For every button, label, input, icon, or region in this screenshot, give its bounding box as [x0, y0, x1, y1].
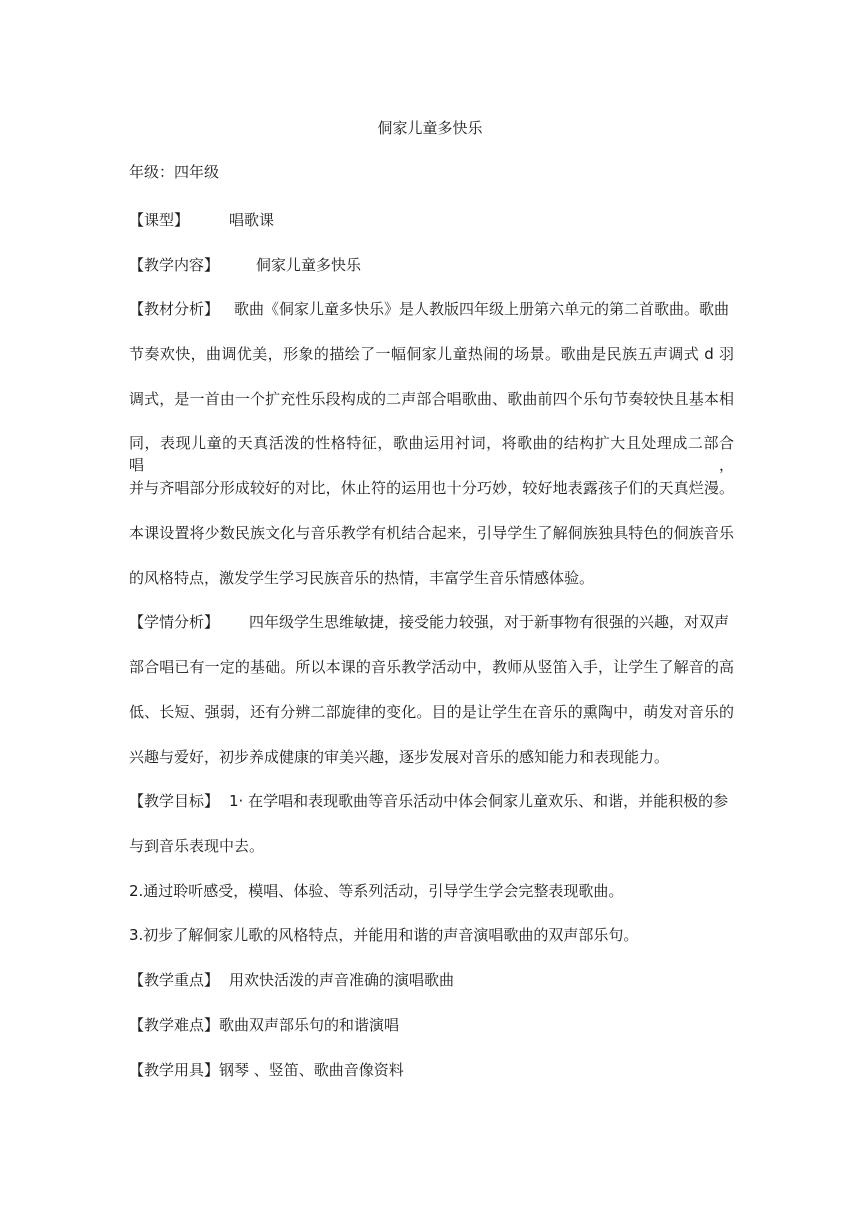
key-points-value: 用欢快活泼的声音准确的演唱歌曲 — [229, 971, 455, 989]
objectives-text: 1· 在学唱和表现歌曲等音乐活动中体会侗家儿童欢乐、和谐，并能积极的参 — [229, 792, 729, 810]
student-analysis-line-4: 兴趣与爱好，初步养成健康的审美兴趣，逐步发展对音乐的感知能力和表现能力。 — [129, 748, 670, 766]
material-analysis-line-4: 同，表现儿童的天真活泼的性格特征，歌曲运用衬词，将歌曲的结构扩大且处理成二部合唱， — [129, 434, 734, 474]
course-type-line — [129, 209, 734, 231]
course-type-label: 【课型】 — [129, 211, 190, 229]
difficulties-value: 歌曲双声部乐句的和谐演唱 — [219, 1016, 400, 1034]
material-analysis-line-7: 的风格特点，激发学生学习民族音乐的热情，丰富学生音乐情感体验。 — [129, 569, 595, 587]
tools-line — [129, 1059, 734, 1081]
student-analysis-line-1 — [129, 611, 734, 633]
material-analysis-line-6: 本课设置将少数民族文化与音乐教学有机结合起来，引导学生了解侗族独具特色的侗族音乐 — [129, 524, 734, 542]
key-points-line — [129, 969, 734, 991]
course-type-value: 唱歌课 — [229, 211, 275, 229]
student-analysis-text: 四年级学生思维敏捷，接受能力较强，对于新事物有很强的兴趣，对双声 — [249, 613, 730, 631]
difficulties-line — [129, 1014, 734, 1036]
material-analysis-line-1 — [129, 298, 734, 320]
objectives-label: 【教学目标】 — [129, 792, 220, 810]
objectives-line-2: 与到音乐表现中去。 — [129, 837, 265, 855]
material-analysis-line-3: 调式，是一首由一个扩充性乐段构成的二声部合唱歌曲、歌曲前四个乐句节奏较快且基本相 — [129, 390, 734, 408]
material-analysis-text: 歌曲《侗家儿童多快乐》是人教版四年级上册第六单元的第二首歌曲。歌曲 — [234, 300, 730, 318]
objectives-item-2: 2.通过聆听感受，模唱、体验、等系列活动，引导学生学会完整表现歌曲。 — [129, 882, 624, 900]
student-analysis-line-2: 部合唱已有一定的基础。所以本课的音乐教学活动中，教师从竖笛入手，让学生了解音的高 — [129, 658, 734, 676]
material-analysis-label: 【教材分析】 — [129, 300, 220, 318]
material-analysis-line-2: 节奏欢快，曲调优美，形象的描绘了一幅侗家儿童热闹的场景。歌曲是民族五声调式 d 羽 — [129, 345, 734, 363]
content-value: 侗家儿童多快乐 — [256, 256, 362, 274]
key-points-label: 【教学重点】 — [129, 971, 220, 989]
student-analysis-line-3: 低、长短、强弱，还有分辨二部旋律的变化。目的是让学生在音乐的熏陶中，萌发对音乐的 — [129, 703, 734, 721]
grade-line: 年级：四年级 — [129, 163, 220, 181]
objectives-line-1 — [129, 790, 734, 812]
document-title: 侗家儿童多快乐 — [377, 119, 483, 137]
content-label: 【教学内容】 — [129, 256, 220, 274]
objectives-item-3: 3.初步了解侗家儿歌的风格特点，并能用和谐的声音演唱歌曲的双声部乐句。 — [129, 926, 639, 944]
material-analysis-line-5: 并与齐唱部分形成较好的对比，休止符的运用也十分巧妙，较好地表露孩子们的天真烂漫。 — [129, 479, 734, 497]
tools-label: 【教学用具】 — [129, 1061, 220, 1079]
student-analysis-label: 【学情分析】 — [129, 613, 220, 631]
tools-value: 钢琴 、竖笛、歌曲音像资料 — [219, 1061, 404, 1079]
content-line — [129, 254, 734, 276]
difficulties-label: 【教学难点】 — [129, 1016, 220, 1034]
